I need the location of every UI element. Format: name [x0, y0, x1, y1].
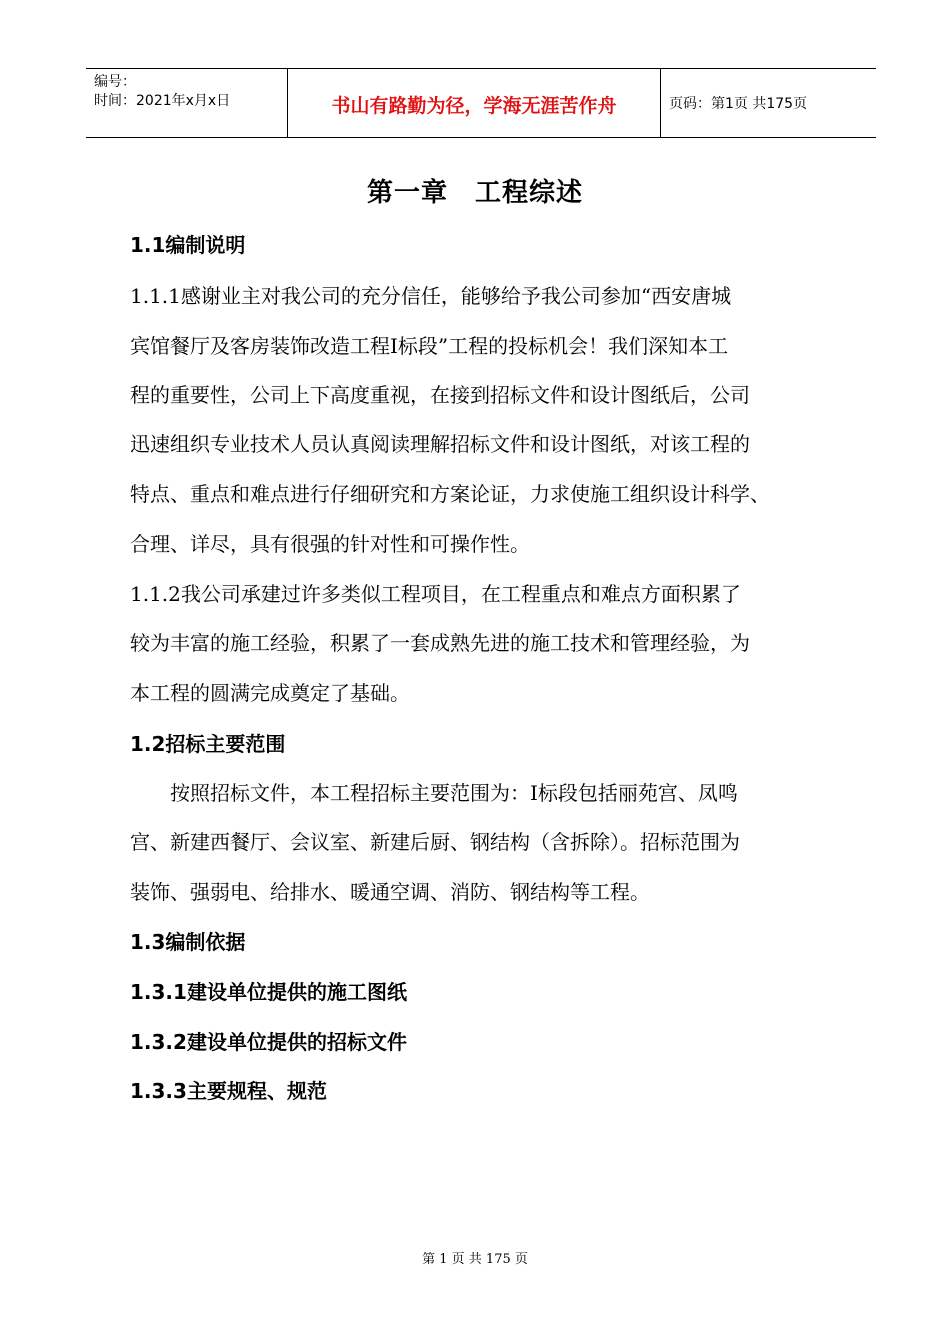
header-motto: 书山有路勤为径，学海无涯苦作舟: [331, 95, 617, 117]
body-line: 1.1.2我公司承建过许多类似工程项目，在工程重点和难点方面积累了: [130, 582, 741, 606]
chapter-title: 第一章 工程综述: [366, 178, 583, 208]
subsection-heading: 1.3.2建设单位提供的招标文件: [130, 1030, 407, 1054]
header-page-cell: [661, 69, 876, 137]
section-heading: 1.2招标主要范围: [130, 732, 286, 756]
body-line: 按照招标文件，本工程招标主要范围为：Ⅰ标段包括丽苑宫、凤鸣: [130, 781, 738, 805]
section-heading: 1.1编制说明: [130, 233, 246, 257]
header-page-info: 页码：第1页 共175页: [669, 96, 808, 112]
subsection-heading: 1.3.3主要规程、规范: [130, 1079, 327, 1103]
body-line: 1.1.1感谢业主对我公司的充分信任，能够给予我公司参加“西安唐城: [130, 284, 732, 308]
section-heading: 1.3编制依据: [130, 930, 246, 954]
body-line: 程的重要性，公司上下高度重视，在接到招标文件和设计图纸后，公司: [130, 383, 750, 407]
page-header: [86, 68, 876, 138]
body-line: 较为丰富的施工经验，积累了一套成熟先进的施工技术和管理经验，为: [130, 631, 750, 655]
header-info-cell: [86, 69, 288, 137]
body-line: 本工程的圆满完成奠定了基础。: [130, 681, 410, 705]
document-number: 编号：: [94, 74, 136, 90]
subsection-heading: 1.3.1建设单位提供的施工图纸: [130, 980, 407, 1004]
body-line: 合理、详尽，具有很强的针对性和可操作性。: [130, 532, 530, 556]
document-date: 时间：2021年x月x日: [94, 93, 231, 109]
body-line: 宫、新建西餐厅、会议室、新建后厨、钢结构（含拆除）。招标范围为: [130, 830, 740, 854]
body-line: 装饰、强弱电、给排水、暖通空调、消防、钢结构等工程。: [130, 880, 650, 904]
body-line: 宾馆餐厅及客房装饰改造工程Ⅰ标段”工程的投标机会！我们深知本工: [130, 334, 729, 358]
body-line: 特点、重点和难点进行仔细研究和方案论证，力求使施工组织设计科学、: [130, 482, 770, 506]
header-motto-cell: [288, 69, 661, 137]
page-footer: 第 1 页 共 175 页: [422, 1252, 528, 1267]
body-line: 迅速组织专业技术人员认真阅读理解招标文件和设计图纸，对该工程的: [130, 432, 750, 456]
